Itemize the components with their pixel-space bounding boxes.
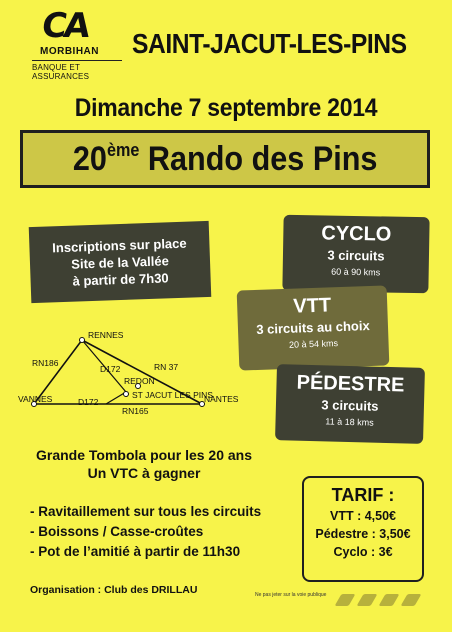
decor-swoosh — [379, 594, 400, 606]
tarif-box — [302, 476, 424, 582]
map-label-nantes: NANTES — [204, 394, 239, 404]
services-list — [30, 502, 261, 562]
pedestre-card — [275, 364, 425, 444]
tombola-line: Grande Tombola pour les 20 ans — [35, 447, 252, 463]
inscriptions-line: Site de la Vallée — [70, 252, 170, 272]
inscriptions-box — [29, 221, 212, 303]
event-banner — [20, 130, 430, 188]
inscriptions-line: Inscriptions sur place — [51, 235, 187, 255]
event-date: Dimanche 7 septembre 2014 — [74, 94, 378, 122]
tombola-line: Un VTC à gagner — [87, 465, 201, 481]
page-title: SAINT-JACUT-LES-PINS — [132, 28, 407, 59]
map-label-rn37: RN 37 — [154, 362, 179, 372]
event-title: Rando des Pins — [147, 139, 378, 178]
tarif-line-pedestre: Pédestre : 3,50€ — [315, 527, 411, 541]
st-jacut-dot — [124, 392, 129, 397]
bank-logo — [14, 8, 120, 84]
cyclo-distance: 60 à 90 kms — [331, 266, 381, 278]
map-label-rn186: RN186 — [32, 358, 59, 368]
logo-divider — [32, 60, 122, 61]
rennes-dot — [80, 338, 85, 343]
list-item: - Boissons / Casse-croûtes — [30, 524, 204, 539]
organisation-text: Organisation : Club des DRILLAU — [30, 584, 198, 596]
map-label-d172-bottom: D172 — [78, 397, 99, 407]
event-name — [73, 140, 378, 179]
map-label-redon: REDON — [124, 376, 155, 386]
bank-logo-mark: CA — [39, 6, 91, 46]
tarif-line-cyclo: Cyclo : 3€ — [333, 545, 393, 559]
pedestre-subtitle: 3 circuits — [321, 397, 379, 414]
map-label-rennes: RENNES — [88, 330, 124, 340]
bank-region: MORBIHAN — [40, 46, 99, 57]
decor-swoosh — [401, 594, 422, 606]
bank-tagline: BANQUE ET ASSURANCES — [32, 63, 90, 81]
pedestre-title: PÉDESTRE — [296, 371, 405, 397]
cyclo-title: CYCLO — [321, 222, 392, 246]
footer-note: Ne pas jeter sur la voie publique — [255, 592, 327, 598]
decor-swoosh — [357, 594, 378, 606]
road-d172-south — [106, 392, 126, 404]
inscriptions-line: à partir de 7h30 — [72, 269, 169, 289]
vtt-distance: 20 à 54 kms — [288, 338, 339, 350]
vtt-subtitle: 3 circuits au choix — [256, 318, 370, 337]
route-map — [18, 328, 258, 434]
map-label-d172-top: D172 — [100, 364, 121, 374]
tombola-text — [34, 446, 254, 482]
vtt-card — [237, 285, 390, 370]
tarif-title: TARIF : — [331, 485, 395, 505]
map-label-vannes: VANNES — [18, 394, 53, 404]
event-number: 20 — [72, 139, 107, 178]
vtt-title: VTT — [292, 294, 332, 318]
cyclo-subtitle: 3 circuits — [327, 247, 385, 264]
event-ordinal: ème — [106, 139, 140, 160]
cyclo-card — [282, 215, 429, 294]
map-label-st-jacut: ST JACUT LES PINS — [132, 390, 213, 400]
tarif-line-vtt: VTT : 4,50€ — [330, 509, 396, 523]
pedestre-distance: 11 à 18 kms — [325, 416, 374, 428]
map-label-rn165: RN165 — [122, 406, 149, 416]
list-item: - Pot de l’amitié à partir de 11h30 — [30, 544, 241, 559]
decor-swoosh — [335, 594, 356, 606]
list-item: - Ravitaillement sur tous les circuits — [30, 504, 262, 519]
